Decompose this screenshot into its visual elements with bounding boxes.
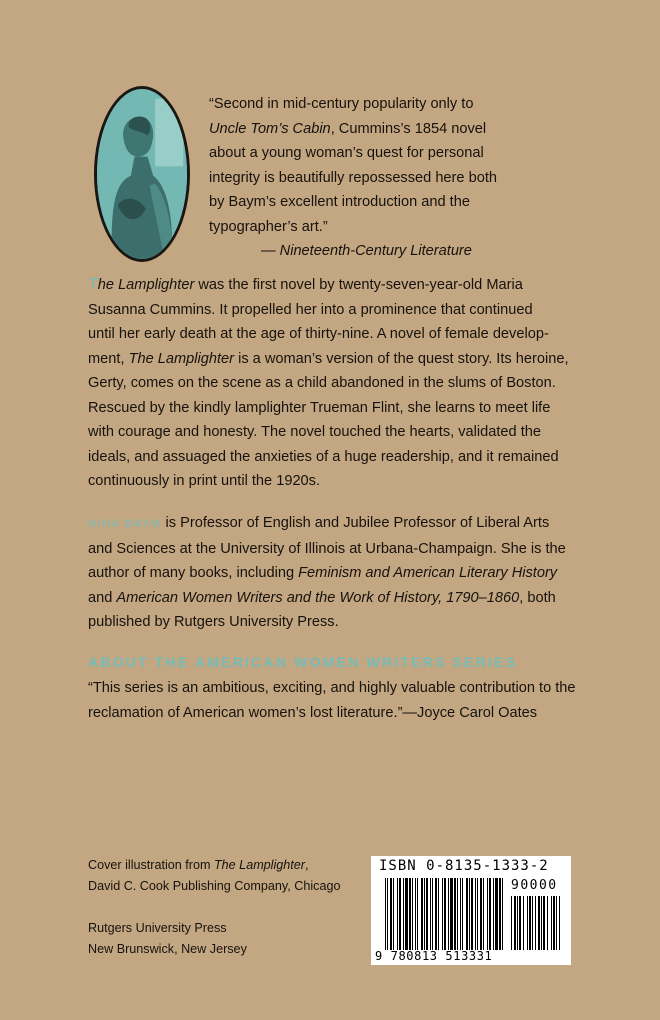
- description-line: ment,: [88, 350, 129, 367]
- barcode-bar: [553, 896, 555, 950]
- barcode-bar: [460, 878, 461, 950]
- barcode-bar: [514, 896, 516, 950]
- barcode-bar: [424, 878, 425, 950]
- barcode-bar: [421, 878, 423, 950]
- barcode-bar: [547, 896, 548, 950]
- series-quote-line: reclamation of American women’s lost literature.”—Joyce Carol Oates: [88, 704, 538, 721]
- attribution-source: Nineteenth-Century Literature: [279, 243, 472, 259]
- quote-line: “Second in mid-century popularity only to: [209, 96, 474, 112]
- quote-attribution: [209, 239, 549, 264]
- barcode-bar: [541, 896, 542, 950]
- author-portrait-oval: [94, 86, 190, 262]
- series-quote: [88, 676, 598, 725]
- description-line: until her early death at the age of thirty-nine. A novel of female develop-: [88, 326, 549, 342]
- barcode-bar: [417, 878, 418, 950]
- barcode-bar: [444, 878, 446, 950]
- book-title: American Women Writers and the Work of History, 1790–1860: [116, 589, 520, 606]
- bio-line: author of many books, including: [88, 565, 299, 581]
- addon-number: 90000: [511, 878, 558, 893]
- barcode-bar: [469, 878, 470, 950]
- bio-line: and Sciences at the University of Illinois at Urbana-Champaign. She is the: [88, 540, 566, 557]
- barcode-bar: [493, 878, 494, 950]
- book-description: [88, 273, 598, 494]
- quote-line: typographer’s art.”: [209, 218, 328, 235]
- barcode-bar: [454, 878, 456, 950]
- description-line: Gerty, comes on the scene as a child abandoned in the slums of Boston.: [88, 375, 556, 391]
- description-line: Susanna Cummins. It propelled her into a prominence that continued: [88, 301, 533, 318]
- barcode-bar: [538, 896, 540, 950]
- review-quote: [209, 92, 549, 264]
- quote-line: , Cummins’s 1854 novel: [330, 120, 487, 137]
- barcode-bar: [543, 896, 545, 950]
- publisher-imprint: [88, 918, 247, 959]
- ean-barcode: [385, 878, 503, 950]
- description-line: continuously in print until the 1920s.: [88, 473, 321, 489]
- barcode-bar: [409, 878, 411, 950]
- barcode-bar: [399, 878, 401, 950]
- barcode-bar: [559, 896, 560, 950]
- barcode-bar: [527, 896, 528, 950]
- publisher-location: New Brunswick, New Jersey: [88, 941, 247, 956]
- barcode-panel: [371, 856, 571, 965]
- description-line: with courage and honesty. The novel touched the hearts, validated the: [88, 424, 541, 440]
- author-bio: [88, 511, 598, 635]
- description-line: is a woman’s version of the quest story. Its heroine,: [234, 350, 569, 367]
- barcode-bar: [475, 878, 476, 950]
- attribution-dash: —: [261, 243, 280, 259]
- barcode-bar: [535, 896, 536, 950]
- barcode-bar: [457, 878, 458, 950]
- barcode-bar: [483, 878, 484, 950]
- barcode-bar: [390, 878, 392, 950]
- description-line: was the first novel by twenty-seven-year-old Maria: [194, 277, 523, 293]
- description-line: Rescued by the kindly lamplighter Trueman Flint, she learns to meet life: [88, 399, 551, 416]
- barcode-bar: [532, 896, 533, 950]
- author-name: NINA BAYM: [88, 518, 162, 530]
- portrait-illustration: [97, 89, 187, 259]
- barcode-bar: [502, 878, 503, 950]
- isbn-label: ISBN 0-8135-1333-2: [379, 858, 549, 874]
- book-title: The Lamplighter: [128, 350, 235, 367]
- bio-line: , both: [519, 589, 556, 606]
- barcode-bar: [415, 878, 416, 950]
- bio-line: and: [88, 589, 117, 606]
- book-title: Feminism and American Literary History: [298, 565, 558, 581]
- publisher-name: Rutgers University Press: [88, 921, 227, 935]
- barcode-bar: [432, 878, 433, 950]
- barcode-bar: [393, 878, 394, 950]
- credit-publisher: David C. Cook Publishing Company, Chicago: [88, 878, 341, 893]
- book-title: he Lamplighter: [97, 277, 195, 293]
- barcode-bar: [499, 878, 501, 950]
- addon-barcode: [511, 896, 561, 950]
- barcode-bar: [405, 878, 408, 950]
- barcode-bar: [462, 878, 463, 950]
- barcode-bar: [511, 896, 512, 950]
- barcode-bar: [438, 878, 439, 950]
- cover-credit: [88, 855, 340, 896]
- barcode-bar: [556, 896, 557, 950]
- barcode-bar: [523, 896, 524, 950]
- barcode-bar: [519, 896, 521, 950]
- barcode-bar: [480, 878, 482, 950]
- ean-number: 9 780813 513331: [375, 949, 493, 963]
- barcode-bar: [489, 878, 491, 950]
- description-line: ideals, and assuaged the anxieties of a huge readership, and it remained: [88, 448, 559, 465]
- barcode-bar: [529, 896, 531, 950]
- quote-line: integrity is beautifully repossessed here both: [209, 169, 497, 186]
- barcode-bar: [448, 878, 449, 950]
- barcode-bar: [450, 878, 453, 950]
- bio-line: published by Rutgers University Press.: [88, 614, 339, 630]
- drop-cap: T: [88, 276, 98, 293]
- barcode-bar: [397, 878, 398, 950]
- barcode-bar: [517, 896, 518, 950]
- series-heading: ABOUT THE AMERICAN WOMEN WRITERS SERIES: [88, 654, 518, 670]
- barcode-bar: [471, 878, 473, 950]
- quote-title: Uncle Tom’s Cabin: [209, 120, 331, 137]
- credit-prefix: Cover illustration from: [88, 858, 214, 872]
- barcode-bar: [387, 878, 388, 950]
- barcode-bar: [426, 878, 428, 950]
- barcode-bar: [385, 878, 386, 950]
- bio-line: is Professor of English and Jubilee Professor of Liberal Arts: [161, 515, 550, 531]
- barcode-bar: [403, 878, 404, 950]
- quote-line: about a young woman’s quest for personal: [209, 145, 484, 161]
- barcode-bar: [466, 878, 468, 950]
- barcode-bar: [477, 878, 478, 950]
- barcode-bar: [435, 878, 437, 950]
- credit-title: The Lamplighter: [213, 858, 305, 872]
- barcode-bar: [495, 878, 498, 950]
- series-quote-line: “This series is an ambitious, exciting, and highly valuable contribution to the: [88, 680, 576, 696]
- quote-line: by Baym’s excellent introduction and the: [209, 194, 470, 210]
- barcode-bar: [412, 878, 413, 950]
- credit-suffix: ,: [305, 858, 309, 872]
- barcode-bar: [442, 878, 443, 950]
- barcode-bar: [430, 878, 431, 950]
- barcode-bar: [487, 878, 488, 950]
- barcode-bar: [551, 896, 552, 950]
